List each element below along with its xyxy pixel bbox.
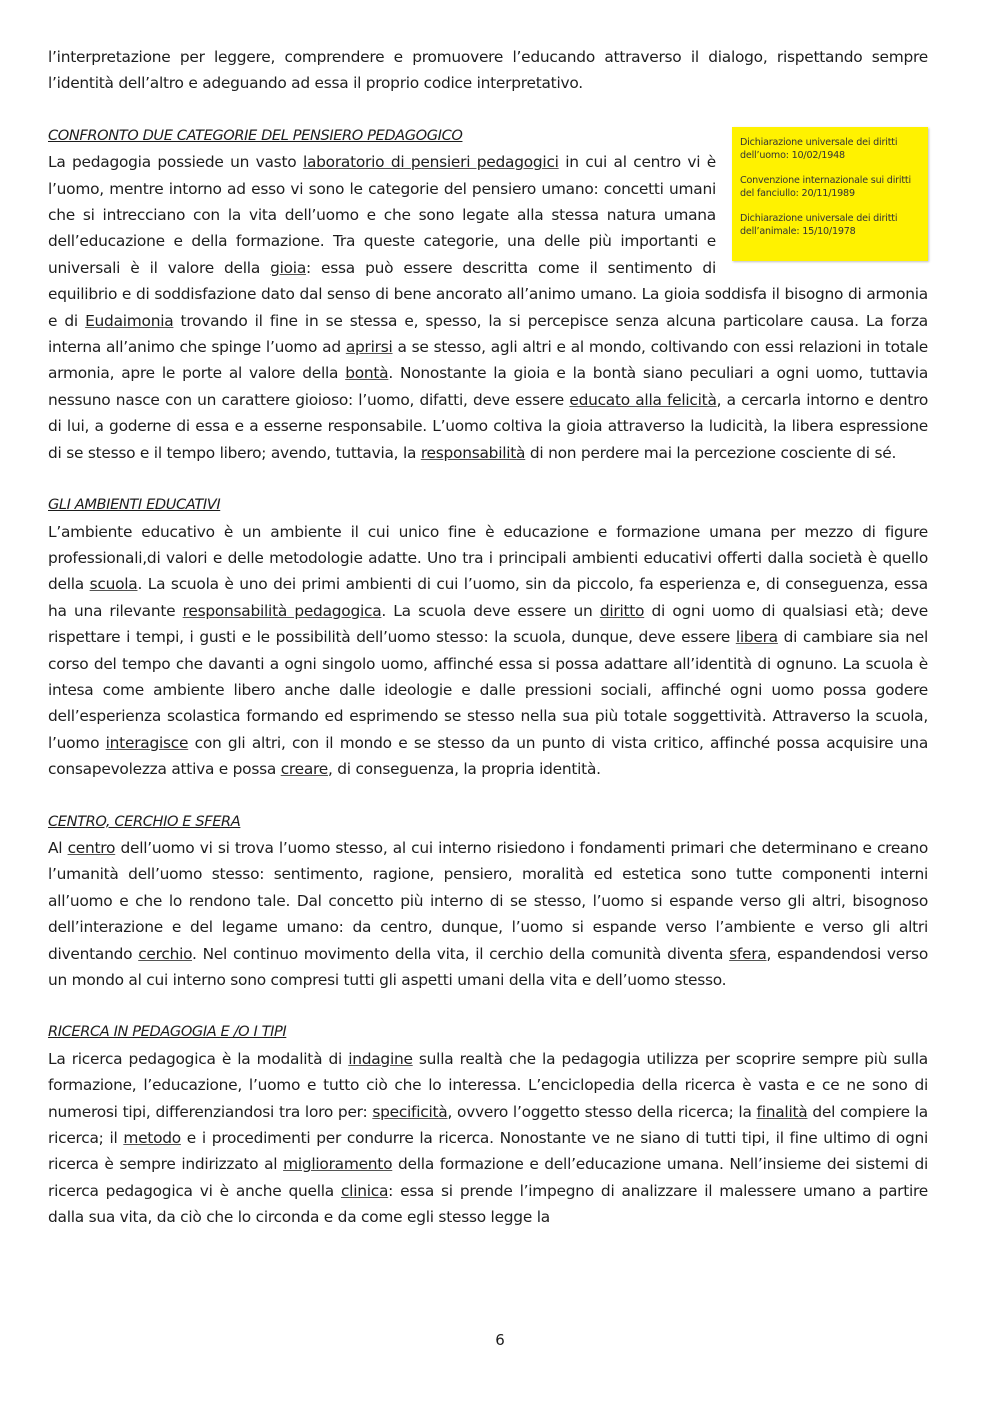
underlined-keyword: sfera bbox=[729, 944, 767, 963]
section-ambienti-educativi bbox=[48, 492, 928, 782]
underlined-keyword: educato alla felicità bbox=[569, 390, 717, 409]
paragraph-text: La pedagogia possiede un vasto bbox=[48, 153, 303, 172]
underlined-keyword: diritto bbox=[599, 601, 645, 620]
underlined-keyword: laboratorio di pensieri pedagogici bbox=[302, 153, 559, 172]
paragraph-text: di ogni uomo di qualsiasi età; deve rispettare i tempi, i gusti e le possibilità dell’uomo stesso: la scuola, dunque, deve essere bbox=[48, 601, 928, 647]
paragraph-text: : essa si prende l’impegno di analizzare il malessere umano a partire dalla sua vita, da ciò che lo circonda e da come egli stesso legge la bbox=[48, 1181, 928, 1227]
underlined-keyword: cerchio bbox=[138, 944, 193, 963]
paragraph-text: e i procedimenti per condurre la ricerca. Nonostante ve ne siano di tutti tipi, il fine ultimo di ogni ricerca è sempre indirizzato al bbox=[48, 1129, 928, 1174]
underlined-keyword: Eudaimonia bbox=[85, 311, 174, 330]
underlined-keyword: finalità bbox=[756, 1102, 808, 1121]
paragraph-text: L’ambiente educativo è un ambiente il cui unico fine è educazione e formazione umana per mezzo di figure professionali,di valori e delle metodologie adatte. Uno tra i principali ambienti educativi offerti dalla società è quello della bbox=[48, 522, 928, 594]
section-ricerca-pedagogia bbox=[48, 1019, 928, 1230]
underlined-keyword: interagisce bbox=[105, 733, 189, 752]
dates-note-box bbox=[732, 127, 928, 261]
note-entry-diritti-animale: Dichiarazione universale dei diritti dell’animale: 15/10/1978 bbox=[740, 212, 898, 237]
document-page bbox=[48, 44, 928, 1231]
underlined-keyword: creare bbox=[280, 760, 328, 779]
underlined-keyword: libera bbox=[735, 628, 778, 647]
paragraph-text: sulla realtà che la pedagogia utilizza per scoprire sempre più sulla formazione, l’educazione, l’uomo e tutto ciò che lo interessa. L’enciclopedia della ricerca è vasta e ce ne sono di numerosi tipi, differenziandosi tra loro per: bbox=[48, 1049, 928, 1121]
underlined-keyword: aprirsi bbox=[345, 338, 393, 357]
section-confronto bbox=[48, 123, 928, 466]
paragraph-text: La ricerca pedagogica è la modalità di bbox=[48, 1049, 349, 1068]
paragraph-text: , di conseguenza, la propria identità. bbox=[328, 760, 601, 779]
paragraph-text: . Nel continuo movimento della vita, il cerchio della comunità diventa bbox=[192, 944, 730, 963]
section-heading: CENTRO, CERCHIO E SFERA bbox=[48, 812, 241, 830]
underlined-keyword: responsabilità bbox=[420, 443, 526, 462]
paragraph-text: di cambiare sia nel corso del tempo che davanti a ogni singolo uomo, affinché essa si possa adattare all’identità di ognuno. La scuola è intesa come ambiente libero anche dalle ideologie e dalle pressioni sociali, affinché ogni uomo possa godere dell’esperienza scolastica formando ed esprimendo se stesso nella sua più totale soggettività. Attraverso la scuola, l’uomo bbox=[48, 628, 928, 752]
underlined-keyword: bontà bbox=[345, 364, 389, 383]
underlined-keyword: metodo bbox=[123, 1129, 181, 1148]
section-heading: RICERCA IN PEDAGOGIA E /O I TIPI bbox=[48, 1023, 287, 1041]
paragraph-text: Al bbox=[48, 838, 68, 857]
section-heading: CONFRONTO DUE CATEGORIE DEL PENSIERO PEDAGOGICO bbox=[48, 126, 463, 144]
section-paragraph bbox=[48, 519, 928, 783]
paragraph-text: del compiere la ricerca; il bbox=[48, 1102, 928, 1148]
section-paragraph bbox=[48, 835, 928, 993]
paragraph-text: , espandendosi verso un mondo al cui interno sono compresi tutti gli aspetti umani della vita e dell’uomo stesso. bbox=[48, 944, 928, 989]
underlined-keyword: specificità bbox=[372, 1102, 448, 1121]
paragraph-text: , ovvero l’oggetto stesso della ricerca; la bbox=[447, 1102, 757, 1121]
intro-paragraph: l’interpretazione per leggere, comprendere e promuovere l’educando attraverso il dialogo, rispettando sempre l’identità dell’altro e adeguando ad essa il proprio codice interpretativo. bbox=[48, 48, 928, 93]
paragraph-text: . La scuola deve essere un bbox=[381, 601, 600, 620]
paragraph-text: in cui al centro vi è l’uomo, mentre intorno ad esso vi sono le categorie del pensiero umano: concetti umani che si intrecciano con la vita dell’uomo e che sono legate alla stessa natura umana dell’educazione e della formazione. Tra queste categorie, una delle più importanti e universali è il valore della bbox=[48, 153, 717, 277]
section-paragraph bbox=[48, 1046, 928, 1231]
underlined-keyword: responsabilità pedagogica bbox=[182, 601, 382, 620]
paragraph-text: , a cercarla intorno e dentro di lui, a goderne di essa e a esserne responsabile. L’uomo coltiva la gioia attraverso la ludicità, la libera espressione di se stesso e il tempo libero; avendo, tuttavia, la bbox=[48, 390, 928, 462]
section-centro-cerchio-sfera bbox=[48, 809, 928, 994]
paragraph-text: di non perdere mai la percezione cosciente di sé. bbox=[525, 443, 897, 462]
underlined-keyword: indagine bbox=[348, 1049, 413, 1068]
paragraph-text: a se stesso, agli altri e al mondo, coltivando con essi relazioni in totale armonia, apre le porte al valore della bbox=[48, 338, 928, 383]
paragraph-text: della formazione e dell’educazione umana. Nell’insieme dei sistemi di ricerca pedagogica vi è anche quella bbox=[48, 1155, 928, 1200]
underlined-keyword: clinica bbox=[340, 1181, 389, 1200]
note-entry-diritti-fanciullo: Convenzione internazionale sui diritti del fanciullo: 20/11/1989 bbox=[740, 174, 911, 199]
paragraph-text: con gli altri, con il mondo e se stesso da un punto di vista critico, affinché possa acquisire una consapevolezza attiva e possa bbox=[48, 733, 928, 779]
paragraph-text: . La scuola è uno dei primi ambienti di cui l’uomo, sin da piccolo, fa esperienza e, di conseguenza, essa ha una rilevante bbox=[48, 575, 928, 620]
paragraph-text: dell’uomo vi si trova l’uomo stesso, al cui interno risiedono i fondamenti primari che determinano e creano l’umanità dell’uomo stesso: sentimento, ragione, pensiero, moralità ed estetica sono tutte componenti interni all’uomo e che lo rendono tale. Dal concetto più interno di se stesso, l’uomo si espande verso gli altri, bisognoso dell’interazione e del legame umano: da centro, dunque, l’uomo si espande verso l’ambiente e verso gli altri diventando bbox=[48, 838, 928, 963]
page-number: 6 bbox=[495, 1331, 505, 1349]
paragraph-text: : essa può essere descritta come il sentimento di equilibrio e di soddisfazione dato dal senso di bene ancorato all’animo umano. La gioia soddisfa il bisogno di armonia e di bbox=[48, 258, 928, 330]
paragraph-text: . Nonostante la gioia e la bontà siano peculiari a ogni uomo, tuttavia nessuno nasce con un carattere gioioso: l’uomo, difatti, deve essere bbox=[48, 364, 928, 409]
underlined-keyword: gioia bbox=[270, 258, 307, 277]
underlined-keyword: miglioramento bbox=[283, 1155, 393, 1174]
underlined-keyword: scuola bbox=[89, 575, 138, 594]
underlined-keyword: centro bbox=[67, 838, 116, 857]
paragraph-text: trovando il fine in se stessa e, spesso, la si percepisce senza alcuna particolare causa. La forza interna all’animo che spinge l’uomo ad bbox=[48, 311, 928, 357]
section-heading: GLI AMBIENTI EDUCATIVI bbox=[48, 496, 221, 514]
note-entry-diritti-uomo: Dichiarazione universale dei diritti dell’uomo: 10/02/1948 bbox=[740, 136, 898, 161]
